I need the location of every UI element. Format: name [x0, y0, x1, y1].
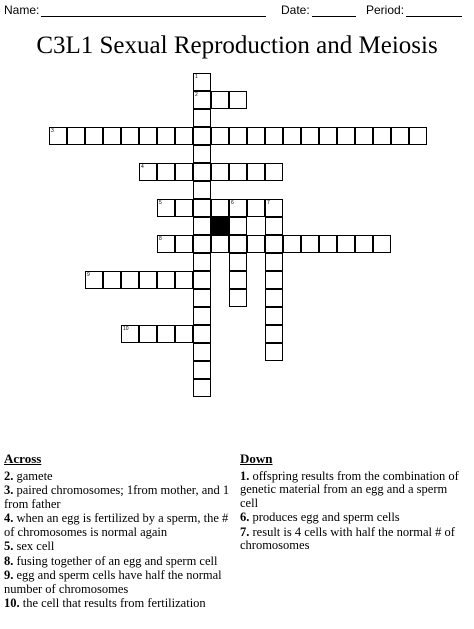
crossword-cell[interactable] — [229, 289, 247, 307]
crossword-cell[interactable] — [193, 217, 211, 235]
crossword-cell[interactable] — [193, 361, 211, 379]
crossword-cell[interactable] — [265, 253, 283, 271]
clue-across-3: 3. paired chromosomes; 1from mother, and 1 from father — [4, 483, 230, 511]
crossword-cell[interactable] — [67, 127, 85, 145]
cell-number: 8 — [159, 236, 162, 242]
crossword-cell[interactable] — [193, 73, 211, 91]
crossword-cell[interactable] — [85, 127, 103, 145]
name-label: Name: — [4, 3, 40, 17]
crossword-cell[interactable] — [319, 127, 337, 145]
crossword-cell[interactable] — [139, 163, 157, 181]
crossword-cell[interactable] — [229, 91, 247, 109]
crossword-cell[interactable] — [337, 127, 355, 145]
cell-number: 3 — [51, 128, 54, 134]
cell-number: 10 — [123, 326, 129, 332]
crossword-cell[interactable] — [121, 325, 139, 343]
crossword-cell[interactable] — [157, 271, 175, 289]
crossword-cell[interactable] — [157, 199, 175, 217]
crossword-cell[interactable] — [265, 325, 283, 343]
crossword-cell[interactable] — [121, 127, 139, 145]
crossword-cell[interactable] — [355, 127, 373, 145]
crossword-cell[interactable] — [193, 307, 211, 325]
black-square — [211, 217, 229, 235]
across-clues — [4, 452, 230, 612]
crossword-cell[interactable] — [193, 109, 211, 127]
crossword-cell[interactable] — [229, 163, 247, 181]
cell-number: 2 — [195, 92, 198, 98]
clue-down-1: 1. offspring results from the combination of genetic material from an egg and a sperm cell — [240, 468, 459, 510]
crossword-cell[interactable] — [265, 199, 283, 217]
crossword-cell[interactable] — [121, 271, 139, 289]
crossword-cell[interactable] — [247, 127, 265, 145]
crossword-cell[interactable] — [211, 127, 229, 145]
crossword-cell[interactable] — [103, 271, 121, 289]
crossword-cell[interactable] — [265, 289, 283, 307]
clue-down-6: 6. produces egg and sperm cells — [240, 510, 400, 524]
crossword-cell[interactable] — [355, 235, 373, 253]
crossword-cell[interactable] — [337, 235, 355, 253]
crossword-cell[interactable] — [139, 271, 157, 289]
crossword-cell[interactable] — [193, 325, 211, 343]
crossword-cell[interactable] — [175, 199, 193, 217]
clue-down-7: 7. result is 4 cells with half the normal # of chromosomes — [240, 524, 455, 552]
crossword-cell[interactable] — [229, 271, 247, 289]
crossword-cell[interactable] — [391, 127, 409, 145]
crossword-cell[interactable] — [157, 235, 175, 253]
crossword-cell[interactable] — [373, 235, 391, 253]
crossword-cell[interactable] — [211, 235, 229, 253]
crossword-cell[interactable] — [265, 217, 283, 235]
crossword-cell[interactable] — [265, 343, 283, 361]
crossword-cell[interactable] — [193, 271, 211, 289]
crossword-cell[interactable] — [211, 163, 229, 181]
crossword-cell[interactable] — [265, 307, 283, 325]
crossword-cell[interactable] — [193, 379, 211, 397]
crossword-cell[interactable] — [49, 127, 67, 145]
crossword-cell[interactable] — [373, 127, 391, 145]
crossword-cell[interactable] — [229, 127, 247, 145]
crossword-cell[interactable] — [193, 199, 211, 217]
crossword-cell[interactable] — [139, 325, 157, 343]
date-label: Date: — [281, 3, 310, 17]
down-clues — [240, 452, 468, 554]
crossword-cell[interactable] — [193, 253, 211, 271]
page-title: C3L1 Sexual Reproduction and Meiosis — [36, 32, 438, 59]
cell-number: 6 — [231, 200, 234, 206]
clue-across-9: 9. egg and sperm cells have half the normal number of chromosomes — [4, 568, 222, 596]
crossword-cell[interactable] — [193, 91, 211, 109]
down-heading: Down — [240, 451, 273, 466]
crossword-cell[interactable] — [247, 235, 265, 253]
crossword-cell[interactable] — [211, 91, 229, 109]
crossword-cell[interactable] — [229, 253, 247, 271]
clue-across-10: 10. the cell that results from fertilization — [4, 596, 206, 610]
crossword-cell[interactable] — [157, 127, 175, 145]
crossword-cell[interactable] — [229, 199, 247, 217]
crossword-cell[interactable] — [265, 127, 283, 145]
crossword-cell[interactable] — [175, 235, 193, 253]
crossword-cell[interactable] — [193, 127, 211, 145]
crossword-cell[interactable] — [247, 163, 265, 181]
crossword-cell[interactable] — [211, 199, 229, 217]
crossword-cell[interactable] — [175, 325, 193, 343]
crossword-cell[interactable] — [157, 325, 175, 343]
crossword-cell[interactable] — [301, 235, 319, 253]
crossword-cell[interactable] — [265, 271, 283, 289]
crossword-cell[interactable] — [193, 181, 211, 199]
crossword-cell[interactable] — [265, 163, 283, 181]
cell-number: 5 — [159, 200, 162, 206]
crossword-cell[interactable] — [193, 235, 211, 253]
crossword-cell[interactable] — [193, 343, 211, 361]
crossword-cell[interactable] — [229, 235, 247, 253]
clue-across-4: 4. when an egg is fertilized by a sperm, the # of chromosomes is normal again — [4, 511, 229, 539]
clue-across-2: 2. gamete — [4, 468, 53, 483]
across-heading: Across — [4, 451, 42, 466]
cell-number: 4 — [141, 164, 144, 170]
cell-number: 1 — [195, 74, 198, 80]
crossword-cell[interactable] — [103, 127, 121, 145]
crossword-cell[interactable] — [175, 163, 193, 181]
cell-number: 7 — [267, 200, 270, 206]
crossword-cell[interactable] — [193, 163, 211, 181]
crossword-cell[interactable] — [175, 271, 193, 289]
period-label: Period: — [366, 3, 405, 17]
cell-number: 9 — [87, 272, 90, 278]
crossword-cell[interactable] — [319, 235, 337, 253]
crossword-cell[interactable] — [139, 127, 157, 145]
crossword-cell[interactable] — [283, 235, 301, 253]
crossword-cell[interactable] — [301, 127, 319, 145]
crossword-cell[interactable] — [85, 271, 103, 289]
crossword-cell[interactable] — [409, 127, 427, 145]
clue-across-5: 5. sex cell — [4, 539, 55, 553]
crossword-cell[interactable] — [175, 127, 193, 145]
crossword-cell[interactable] — [247, 199, 265, 217]
crossword-cell[interactable] — [193, 289, 211, 307]
crossword-cell[interactable] — [157, 163, 175, 181]
crossword-cell[interactable] — [193, 145, 211, 163]
crossword-cell[interactable] — [229, 217, 247, 235]
crossword-cell[interactable] — [265, 235, 283, 253]
crossword-cell[interactable] — [283, 127, 301, 145]
clue-across-8: 8. fusing together of an egg and sperm cell — [4, 553, 218, 568]
